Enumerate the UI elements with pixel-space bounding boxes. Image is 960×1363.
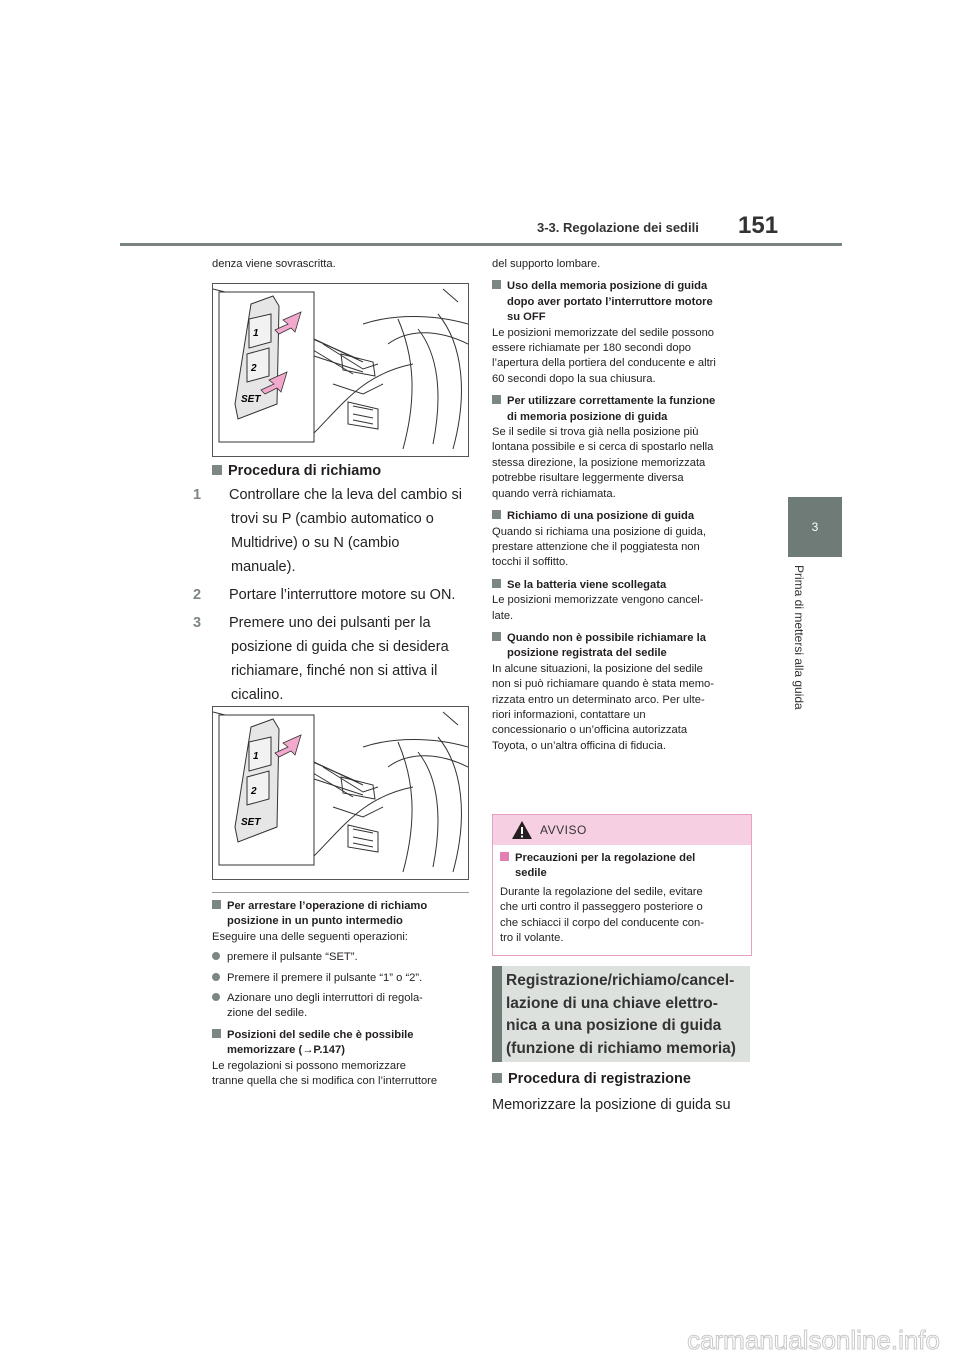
footer-watermark: [0, 1316, 960, 1358]
chapter-title-vertical: Prima di mettersi alla guida: [792, 565, 806, 710]
step-text: Portare l’interruttore motore su ON.: [229, 587, 456, 603]
heading-accent-bar: [492, 966, 502, 1062]
section-title-recall: [212, 459, 381, 483]
section-title-text: Procedura di registrazione: [508, 1071, 691, 1087]
step-text: Premere uno dei pulsanti per la: [229, 615, 431, 631]
heading-line: Registrazione/richiamo/cancel-: [506, 972, 735, 989]
square-bullet-icon: [492, 1073, 502, 1083]
round-bullet-icon: [212, 993, 220, 1001]
note-title-line: Richiamo di una posizione di guida: [507, 510, 695, 523]
note-text-line: potrebbe risultare leggermente diversa: [492, 472, 684, 485]
step-text: manuale).: [231, 559, 296, 575]
note-text-1: [492, 326, 750, 388]
warning-text-line: Durante la regolazione del sedile, evitare: [500, 885, 703, 898]
round-bullet-icon: [212, 952, 220, 960]
stop-bullet-3: [212, 991, 469, 1022]
square-bullet-icon: [492, 632, 501, 641]
warning-title: [500, 851, 745, 882]
note-text-line: Le posizioni memorizzate vengono cancel-: [492, 594, 704, 607]
square-bullet-icon: [212, 465, 222, 475]
note-title-line: Per arrestare l’operazione di richiamo: [227, 900, 428, 912]
note-title-line: Uso della memoria posizione di guida: [507, 280, 708, 293]
step-3: [193, 611, 469, 707]
chapter-tab: [788, 497, 842, 557]
note-text-line: prestare attenzione che il poggiatesta non: [492, 540, 700, 553]
figure-memory-switch-2: [212, 706, 469, 880]
fig2-label-1: 1: [253, 751, 259, 762]
note-title-2: [492, 394, 750, 425]
note-text-line: concessionario o un’officina autorizzata: [492, 724, 688, 737]
note-title-line: posizione registrata del sedile: [507, 647, 667, 660]
section-title-text: Procedura di richiamo: [228, 463, 382, 479]
note-title-line: Posizioni del sedile che è possibile: [227, 1028, 414, 1041]
note-text-line: Quando si richiama una posizione di guida,: [492, 525, 706, 538]
warning-header: [493, 815, 751, 845]
square-bullet-icon: [492, 395, 501, 404]
square-bullet-icon: [492, 579, 501, 588]
watermark-graphic: [0, 1316, 960, 1358]
note-title-line: di memoria posizione di guida: [507, 410, 668, 423]
left-notes: [212, 899, 469, 1089]
warning-text: [500, 885, 745, 947]
note-text-line: riori informazioni, contattare un: [492, 708, 646, 721]
right-notes: [492, 257, 750, 754]
square-bullet-icon: [492, 280, 501, 289]
note-text-positions: [212, 1059, 469, 1090]
note-title-line: Per utilizzare correttamente la funzione: [507, 395, 716, 408]
step-text: trovi su P (cambio automatico o: [231, 511, 434, 527]
note-text-line: lontana possibile e si cerca di spostarlo nella: [492, 441, 714, 454]
round-bullet-icon: [212, 973, 220, 981]
note-title-line: su OFF: [507, 311, 546, 324]
memory-switch-illustration-1: [213, 284, 468, 456]
note-title-line: dopo aver portato l’interruttore motore: [507, 295, 713, 308]
figure-memory-switch-1: [212, 283, 469, 457]
fig2-label-set: SET: [241, 817, 261, 828]
bullet-text: zione del sedile.: [227, 1007, 308, 1020]
warning-title-line: Precauzioni per la regolazione del: [515, 852, 696, 864]
heading-line: lazione di una chiave elettro-: [506, 994, 718, 1012]
fig1-label-1: 1: [253, 328, 259, 339]
step-number: 1: [193, 487, 202, 503]
warning-text-line: tro il volante.: [500, 932, 564, 945]
note-text-line: Le regolazioni si possono memorizzare: [212, 1059, 407, 1072]
bullet-text: Azionare uno degli interruttori di regola-: [227, 992, 423, 1005]
note-text-line: Le posizioni memorizzate del sedile possono: [492, 326, 715, 339]
step-text: richiamare, finché non si attiva il: [231, 663, 438, 679]
heading-line: (funzione di richiamo memoria): [506, 1039, 736, 1057]
heading-line: nica a una posizione di guida: [506, 1017, 722, 1034]
note-text-line: tocchi il soffitto.: [492, 556, 569, 569]
warning-text-line: che schiacci il corpo del conducente con-: [500, 916, 704, 929]
note-text-line: essere richiamate per 180 secondi dopo: [492, 342, 692, 355]
note-title-stop: [212, 899, 469, 930]
note-title-line: memorizzare (→P.147): [227, 1044, 345, 1057]
note-text-line: tranne quella che si modifica con l’interruttore: [212, 1075, 438, 1088]
right-intro-text: del supporto lombare.: [492, 258, 601, 270]
chapter-number: 3: [811, 520, 819, 534]
fig2-label-2: 2: [251, 786, 257, 797]
square-bullet-icon: [500, 852, 509, 861]
bullet-text: premere il pulsante “SET”.: [227, 951, 358, 964]
fig1-label-2: 2: [251, 363, 257, 374]
note-text-line: Se il sedile si trova già nella posizione più: [492, 426, 699, 439]
section-heading: [506, 970, 746, 1060]
warning-label: AVVISO: [540, 823, 587, 837]
note-text-line: l’apertura della portiera del conducente e altri: [492, 357, 716, 370]
step-text: cicalino.: [231, 687, 284, 703]
warning-box: [492, 814, 752, 956]
warning-text-line: che urti contro il passeggero posteriore o: [500, 901, 703, 914]
note-title-3: [492, 509, 750, 524]
square-bullet-icon: [212, 900, 221, 909]
step-1: [193, 483, 469, 579]
note-title-1: [492, 279, 750, 325]
stop-bullet-1: [212, 950, 469, 965]
running-header-section: 3-3. Regolazione dei sedili: [537, 220, 699, 235]
steps-list: [193, 483, 469, 707]
note-text-2: [492, 425, 750, 502]
separator-line: [212, 892, 469, 893]
warning-title-line: sedile: [515, 867, 547, 880]
header-rule: [120, 243, 842, 246]
section-title-registration: [492, 1067, 691, 1091]
stop-bullet-2: [212, 971, 469, 986]
memory-switch-illustration-2: [213, 707, 468, 879]
section-heading-box: [492, 966, 750, 1062]
warning-triangle-icon: [511, 820, 533, 840]
step-number: 3: [193, 615, 202, 631]
note-title-5: [492, 631, 750, 662]
note-text-line: late.: [492, 609, 514, 622]
step-text: Controllare che la leva del cambio si: [229, 487, 462, 503]
step-2: [193, 583, 469, 607]
note-title-positions: [212, 1028, 469, 1059]
note-text-line: non si può richiamare quando è stata memo-: [492, 678, 715, 691]
note-title-line: Se la batteria viene scollegata: [507, 578, 667, 591]
note-text-3: [492, 525, 750, 571]
note-text-line: quando verrà richiamata.: [492, 487, 616, 500]
fig1-label-set: SET: [241, 394, 261, 405]
left-intro-text: denza viene sovrascritta.: [212, 258, 336, 270]
note-text-4: [492, 593, 750, 624]
note-text-stop: Eseguire una delle seguenti operazioni:: [212, 930, 408, 943]
registration-text: Memorizzare la posizione di guida su: [492, 1097, 731, 1113]
step-text: Multidrive) o su N (cambio: [231, 535, 400, 551]
note-text-line: rizzata entro un determinato arco. Per ulte-: [492, 693, 705, 706]
note-title-4: [492, 578, 750, 593]
step-text: posizione di guida che si desidera: [231, 639, 449, 655]
note-text-line: 60 secondi dopo la sua chiusura.: [492, 372, 656, 385]
warning-body: [500, 851, 745, 946]
note-title-line: Quando non è possibile richiamare la: [507, 631, 706, 644]
bullet-text: Premere il premere il pulsante “1” o “2”.: [227, 971, 423, 984]
note-text-line: stessa direzione, la posizione memorizzata: [492, 456, 706, 469]
square-bullet-icon: [492, 510, 501, 519]
note-text-line: In alcune situazioni, la posizione del sedile: [492, 662, 703, 675]
watermark-text: carmanualsonline.info: [687, 1325, 940, 1355]
square-bullet-icon: [212, 1029, 221, 1038]
note-text-5: [492, 662, 750, 754]
step-number: 2: [193, 587, 202, 603]
note-title-line: posizione in un punto intermedio: [227, 915, 403, 928]
page-number: 151: [738, 212, 779, 239]
note-text-line: Toyota, o un’altra officina di fiducia.: [492, 739, 666, 752]
